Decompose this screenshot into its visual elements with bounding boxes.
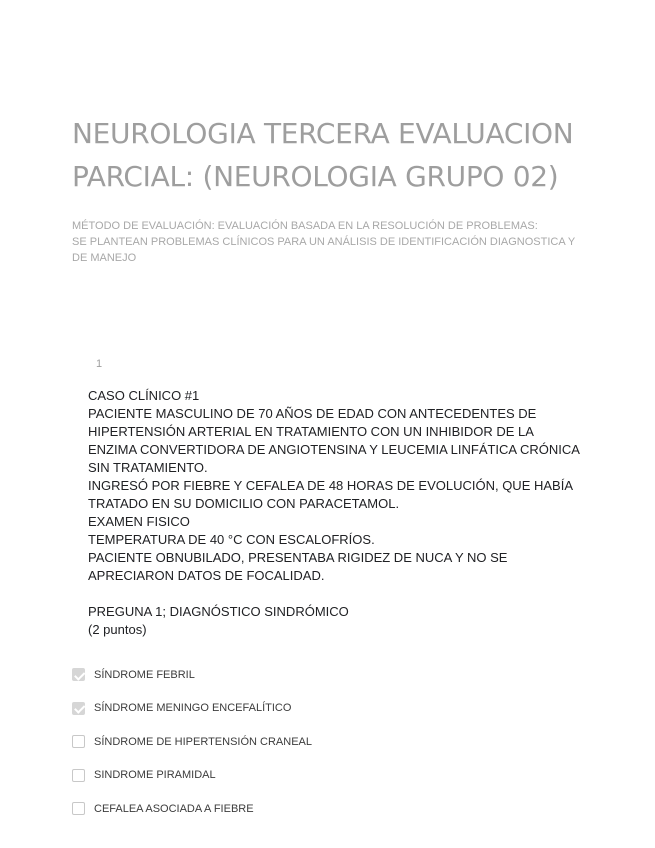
case-line: INGRESÓ POR FIEBRE Y CEFALEA DE 48 HORAS DE EVOLUCIÓN, QUE HABÍA bbox=[88, 478, 573, 493]
option-label: SÍNDROME MENINGO ENCEFALÍTICO bbox=[94, 702, 292, 714]
form-title bbox=[72, 112, 612, 198]
option-febril[interactable] bbox=[72, 666, 612, 683]
question-number: 1 bbox=[96, 358, 103, 370]
case-line: SIN TRATAMIENTO. bbox=[88, 460, 208, 475]
form-description-line: DE MANEJO bbox=[72, 252, 137, 264]
checkbox-checked-icon[interactable] bbox=[72, 702, 85, 715]
checkbox-icon[interactable] bbox=[72, 802, 85, 815]
form-header bbox=[72, 112, 612, 266]
option-label: CEFALEA ASOCIADA A FIEBRE bbox=[94, 802, 254, 815]
case-line: APRECIARON DATOS DE FOCALIDAD. bbox=[88, 568, 325, 583]
case-line: CASO CLÍNICO #1 bbox=[88, 388, 200, 403]
option-label: SÍNDROME DE HIPERTENSIÓN CRANEAL bbox=[94, 735, 313, 748]
case-line: HIPERTENSIÓN ARTERIAL EN TRATAMIENTO CON UN INHIBIDOR DE LA bbox=[88, 424, 534, 439]
case-line: PACIENTE MASCULINO DE 70 AÑOS DE EDAD CON ANTECEDENTES DE bbox=[88, 406, 537, 421]
option-label: SÍNDROME FEBRIL bbox=[94, 668, 195, 681]
option-hipertension-craneal[interactable] bbox=[72, 733, 612, 750]
case-line: ENZIMA CONVERTIDORA DE ANGIOTENSINA Y LEUCEMIA LINFÁTICA CRÓNICA bbox=[88, 442, 580, 457]
form-description-line: MÉTODO DE EVALUACIÓN: EVALUACIÓN BASADA EN LA RESOLUCIÓN DE PROBLEMAS: bbox=[72, 220, 538, 232]
spacer bbox=[88, 585, 588, 603]
question-body bbox=[88, 387, 588, 639]
option-label: SINDROME PIRAMIDAL bbox=[94, 769, 216, 781]
case-line: TEMPERATURA DE 40 °C CON ESCALOFRÍOS. bbox=[88, 532, 375, 547]
form-description bbox=[72, 218, 612, 266]
case-line: EXAMEN FISICO bbox=[88, 514, 190, 529]
form-title-line: PARCIAL: (NEUROLOGIA GRUPO 02) bbox=[72, 160, 559, 193]
form-title-line: NEUROLOGIA TERCERA EVALUACION bbox=[72, 117, 574, 150]
checkbox-checked-icon[interactable] bbox=[72, 668, 85, 681]
option-cefalea-fiebre[interactable] bbox=[72, 800, 612, 817]
form-description-line: SE PLANTEAN PROBLEMAS CLÍNICOS PARA UN ANÁLISIS DE IDENTIFICACIÓN DIAGNOSTICA Y bbox=[72, 236, 576, 248]
question-points: (2 puntos) bbox=[88, 622, 147, 637]
option-meningo-encefalitico[interactable] bbox=[72, 700, 612, 717]
case-line: TRATADO EN SU DOMICILIO CON PARACETAMOL. bbox=[88, 496, 400, 511]
option-piramidal[interactable] bbox=[72, 767, 612, 784]
question-prompt: PREGUNA 1; DIAGNÓSTICO SINDRÓMICO bbox=[88, 604, 349, 619]
case-line: PACIENTE OBNUBILADO, PRESENTABA RIGIDEZ DE NUCA Y NO SE bbox=[88, 550, 508, 565]
checkbox-icon[interactable] bbox=[72, 769, 85, 782]
checkbox-icon[interactable] bbox=[72, 735, 85, 748]
options-list bbox=[72, 666, 612, 834]
